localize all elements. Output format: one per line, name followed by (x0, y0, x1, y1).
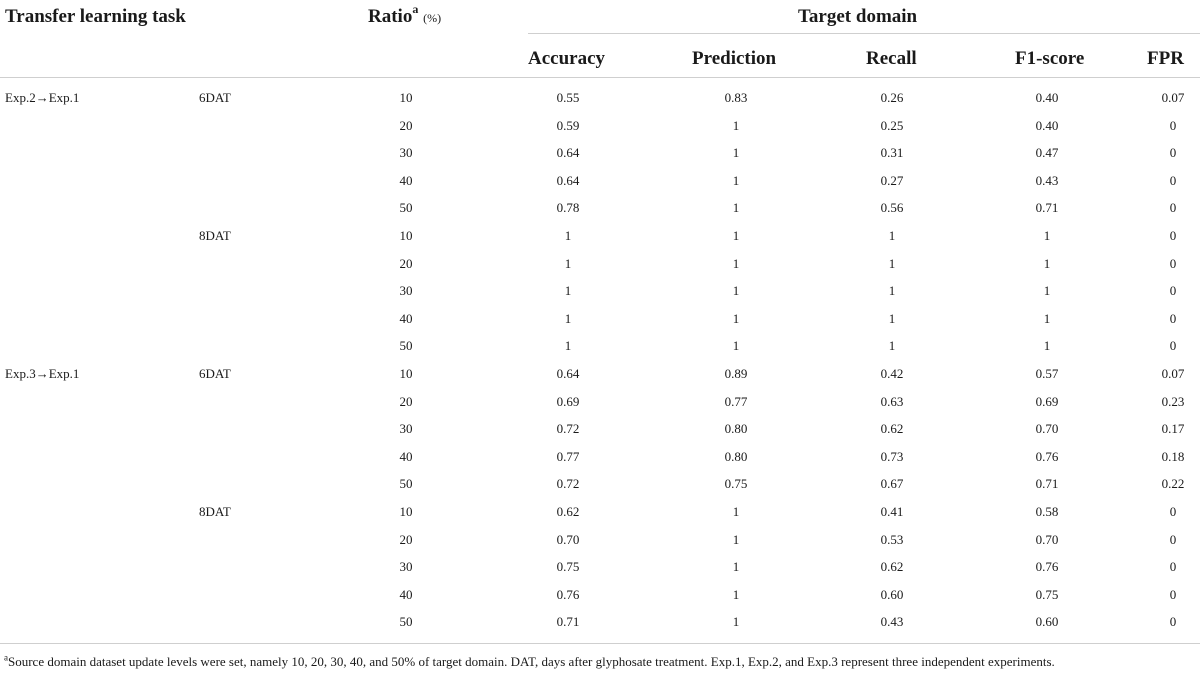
table-row (0, 580, 1200, 608)
row-fpr: 0 (1169, 614, 1177, 630)
row-ratio: 30 (399, 145, 413, 161)
row-prediction: 1 (732, 503, 740, 519)
row-ratio: 20 (399, 393, 413, 409)
table-row (0, 111, 1200, 139)
row-f1-score: 0.69 (1035, 393, 1059, 409)
row-fpr: 0 (1169, 172, 1177, 188)
table-row (0, 331, 1200, 359)
header-accuracy: Accuracy (528, 48, 606, 69)
header-bottom-rule (0, 77, 1200, 78)
row-f1-score: 0.75 (1035, 586, 1059, 602)
table-row (0, 387, 1200, 415)
row-ratio: 30 (399, 559, 413, 575)
row-accuracy: 1 (564, 338, 572, 354)
table-row (0, 276, 1200, 304)
table-row (0, 166, 1200, 194)
row-ratio: 40 (399, 172, 413, 188)
row-ratio: 30 (399, 421, 413, 437)
header-ratio-unit: (%) (423, 11, 442, 25)
row-task: Exp.2→Exp.1 (5, 90, 80, 105)
header-f1-score: F1-score (1015, 48, 1085, 69)
header-fpr: FPR (1147, 48, 1184, 69)
table-row (0, 552, 1200, 580)
row-f1-score: 1 (1043, 255, 1051, 271)
header-ratio-footnote-marker: a (412, 1, 419, 16)
row-accuracy: 0.64 (556, 172, 580, 188)
row-accuracy: 0.77 (556, 448, 580, 464)
header-prediction: Prediction (692, 48, 777, 69)
row-day: 8DAT (199, 227, 231, 243)
row-recall: 0.53 (880, 531, 904, 547)
row-accuracy: 0.72 (556, 421, 580, 437)
row-ratio: 10 (399, 90, 413, 105)
table-row (0, 469, 1200, 497)
table-row (0, 221, 1200, 249)
footnote-marker: a (4, 652, 8, 663)
header-ratio-label: Ratio (368, 6, 413, 27)
row-accuracy: 0.55 (556, 90, 580, 105)
row-f1-score: 0.43 (1035, 172, 1059, 188)
row-recall: 1 (888, 255, 896, 271)
row-recall: 1 (888, 310, 896, 326)
row-prediction: 0.77 (724, 393, 748, 409)
header-ratio (368, 1, 442, 28)
row-recall: 0.56 (880, 200, 904, 216)
row-recall: 0.26 (880, 90, 904, 105)
row-prediction: 1 (732, 172, 740, 188)
row-accuracy: 0.62 (556, 503, 580, 519)
row-prediction: 0.80 (724, 421, 748, 437)
row-fpr: 0 (1169, 503, 1177, 519)
row-recall: 1 (888, 338, 896, 354)
row-f1-score: 0.40 (1035, 117, 1059, 133)
row-f1-score: 0.60 (1035, 614, 1059, 630)
row-accuracy: 0.64 (556, 145, 580, 161)
header-group-rule (528, 33, 1200, 34)
row-ratio: 30 (399, 283, 413, 299)
row-f1-score: 1 (1043, 227, 1051, 243)
row-accuracy: 1 (564, 310, 572, 326)
row-fpr: 0 (1169, 310, 1177, 326)
row-fpr: 0 (1169, 338, 1177, 354)
row-f1-score: 0.71 (1035, 200, 1059, 216)
row-ratio: 40 (399, 448, 413, 464)
row-fpr: 0.18 (1161, 448, 1185, 464)
row-accuracy: 0.69 (556, 393, 580, 409)
table-footnote (4, 652, 1196, 671)
row-recall: 1 (888, 283, 896, 299)
row-recall: 0.67 (880, 476, 904, 492)
row-prediction: 1 (732, 255, 740, 271)
row-prediction: 1 (732, 531, 740, 547)
table-row (0, 249, 1200, 277)
row-recall: 0.73 (880, 448, 904, 464)
row-recall: 0.43 (880, 614, 904, 630)
row-ratio: 50 (399, 614, 413, 630)
row-recall: 0.42 (880, 365, 904, 381)
row-ratio: 10 (399, 227, 413, 243)
row-fpr: 0 (1169, 227, 1177, 243)
row-f1-score: 0.40 (1035, 90, 1059, 105)
row-accuracy: 0.70 (556, 531, 580, 547)
header-recall: Recall (866, 48, 917, 69)
row-f1-score: 0.70 (1035, 421, 1059, 437)
row-f1-score: 0.47 (1035, 145, 1059, 161)
row-prediction: 1 (732, 614, 740, 630)
row-recall: 0.25 (880, 117, 904, 133)
row-ratio: 20 (399, 255, 413, 271)
row-ratio: 40 (399, 310, 413, 326)
row-ratio: 20 (399, 117, 413, 133)
row-prediction: 0.89 (724, 365, 748, 381)
row-fpr: 0 (1169, 283, 1177, 299)
row-day: 6DAT (199, 365, 231, 381)
row-prediction: 1 (732, 145, 740, 161)
row-ratio: 10 (399, 503, 413, 519)
row-prediction: 1 (732, 586, 740, 602)
row-fpr: 0 (1169, 255, 1177, 271)
row-f1-score: 1 (1043, 338, 1051, 354)
table-row (0, 607, 1200, 635)
row-prediction: 1 (732, 227, 740, 243)
table-body (0, 83, 1200, 635)
row-accuracy: 0.72 (556, 476, 580, 492)
row-fpr: 0.22 (1161, 476, 1185, 492)
row-accuracy: 1 (564, 227, 572, 243)
row-accuracy: 0.76 (556, 586, 580, 602)
row-recall: 0.41 (880, 503, 904, 519)
row-ratio: 50 (399, 338, 413, 354)
row-f1-score: 1 (1043, 310, 1051, 326)
table-bottom-rule (0, 643, 1200, 644)
row-prediction: 1 (732, 310, 740, 326)
row-accuracy: 1 (564, 283, 572, 299)
row-prediction: 1 (732, 117, 740, 133)
table-row (0, 304, 1200, 332)
table-row (0, 497, 1200, 525)
row-f1-score: 1 (1043, 283, 1051, 299)
row-accuracy: 1 (564, 255, 572, 271)
row-accuracy: 0.59 (556, 117, 580, 133)
row-ratio: 50 (399, 476, 413, 492)
row-prediction: 0.83 (724, 90, 748, 105)
row-f1-score: 0.76 (1035, 559, 1059, 575)
table-row (0, 138, 1200, 166)
row-prediction: 0.75 (724, 476, 748, 492)
row-fpr: 0.07 (1161, 90, 1185, 105)
row-f1-score: 0.57 (1035, 365, 1059, 381)
row-fpr: 0.23 (1161, 393, 1185, 409)
row-recall: 0.31 (880, 145, 904, 161)
header-task: Transfer learning task (5, 6, 186, 27)
table-row (0, 525, 1200, 553)
row-recall: 0.63 (880, 393, 904, 409)
row-day: 6DAT (199, 90, 231, 105)
row-fpr: 0 (1169, 559, 1177, 575)
row-prediction: 1 (732, 338, 740, 354)
row-f1-score: 0.76 (1035, 448, 1059, 464)
row-ratio: 50 (399, 200, 413, 216)
row-recall: 0.60 (880, 586, 904, 602)
row-accuracy: 0.75 (556, 559, 580, 575)
row-fpr: 0 (1169, 531, 1177, 547)
row-f1-score: 0.71 (1035, 476, 1059, 492)
row-f1-score: 0.58 (1035, 503, 1059, 519)
row-f1-score: 0.70 (1035, 531, 1059, 547)
row-accuracy: 0.64 (556, 365, 580, 381)
row-prediction: 1 (732, 283, 740, 299)
row-prediction: 1 (732, 559, 740, 575)
table-row (0, 442, 1200, 470)
row-fpr: 0 (1169, 145, 1177, 161)
table-row (0, 359, 1200, 387)
row-day: 8DAT (199, 503, 231, 519)
row-ratio: 40 (399, 586, 413, 602)
row-accuracy: 0.71 (556, 614, 580, 630)
row-fpr: 0.07 (1161, 365, 1185, 381)
footnote-text: Source domain dataset update levels were set, namely 10, 20, 30, 40, and 50% of target domain. DAT, days after glyphosate treatment. Exp.1, Exp.2, and Exp.3 represent three independent experiments. (8, 654, 1055, 669)
row-accuracy: 0.78 (556, 200, 580, 216)
header-target-domain: Target domain (798, 6, 918, 27)
table-row (0, 83, 1200, 111)
table-row (0, 414, 1200, 442)
row-recall: 0.27 (880, 172, 904, 188)
row-ratio: 20 (399, 531, 413, 547)
row-fpr: 0 (1169, 586, 1177, 602)
row-recall: 0.62 (880, 559, 904, 575)
row-task: Exp.3→Exp.1 (5, 365, 80, 381)
row-recall: 0.62 (880, 421, 904, 437)
table-row (0, 193, 1200, 221)
row-ratio: 10 (399, 365, 413, 381)
row-prediction: 0.80 (724, 448, 748, 464)
row-fpr: 0 (1169, 117, 1177, 133)
row-recall: 1 (888, 227, 896, 243)
row-prediction: 1 (732, 200, 740, 216)
row-fpr: 0.17 (1161, 421, 1185, 437)
row-fpr: 0 (1169, 200, 1177, 216)
